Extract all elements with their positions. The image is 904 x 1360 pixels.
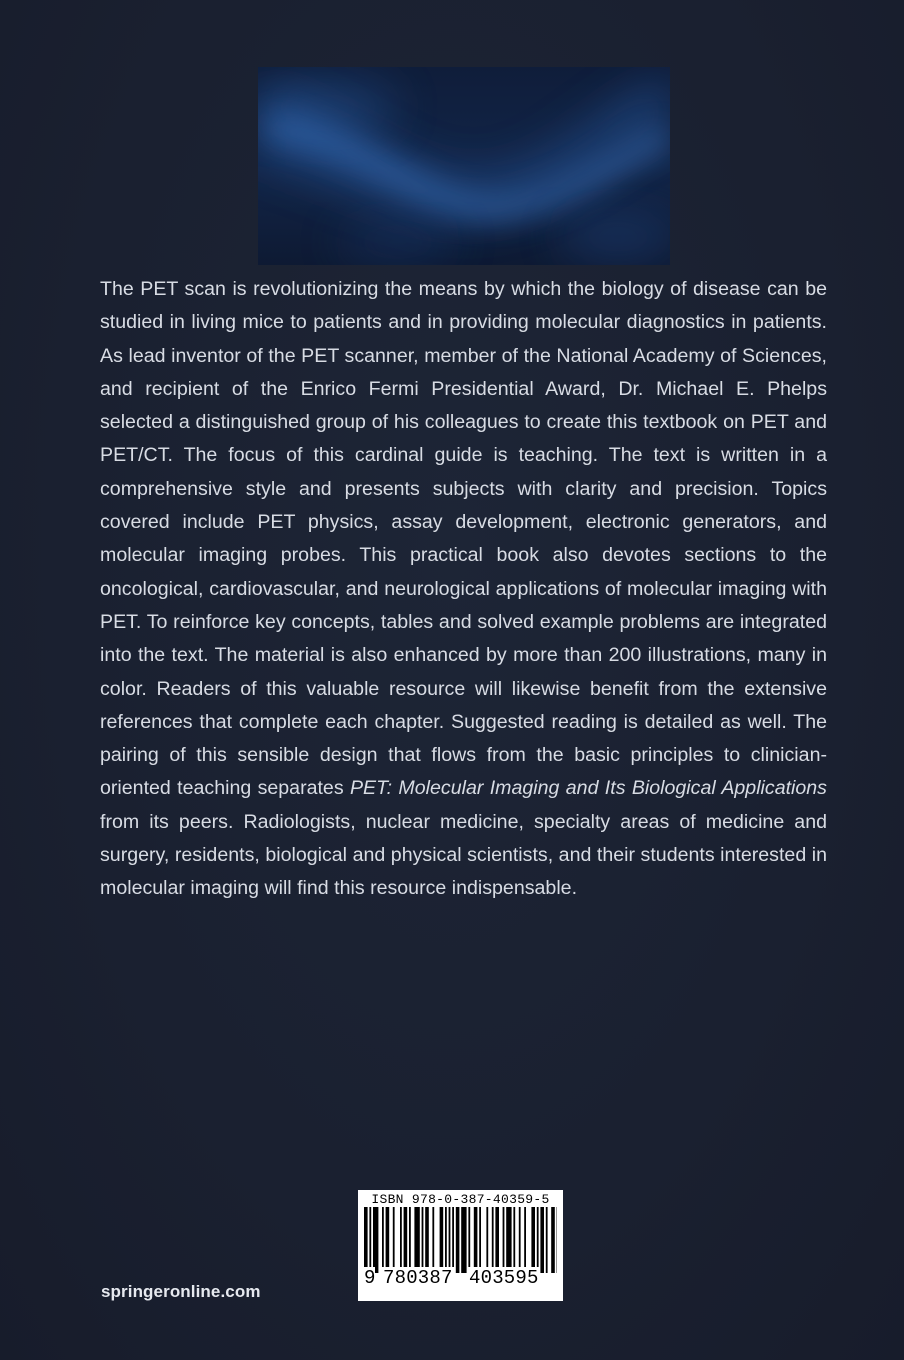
barcode-bar [495,1207,499,1273]
barcode-bar [546,1207,548,1273]
barcode-bar [503,1207,505,1273]
barcode-bar [449,1207,451,1273]
barcode-bar [425,1207,429,1273]
ean-right-group: 403595 [469,1267,539,1289]
barcode-bar [486,1207,488,1273]
barcode-bar [404,1207,408,1273]
cover-image [258,67,670,265]
barcode-bar [479,1207,481,1273]
ean-left-group: 780387 [383,1267,453,1289]
barcode-bar [445,1207,447,1273]
description-text-start: The PET scan is revolutionizing the means by which the biology of disease can be studied in living mice to patients and in providing molecular diagnostics in patients. As lead inventor of the PET scanner, member of the National Academy of Sciences, and recipient of the Enrico Fermi Presidential Award, Dr. Michael E. Phelps selected a distinguished group of his colleagues to create this textbook on PET and PET/CT. The focus of this cardinal guide is teaching. The text is written in a comprehensive style and presents subjects with clarity and precision. Topics covered include PET physics, assay development, electronic generators, and molecular imaging probes. This practical book also devotes sections to the oncological, cardiovascular, and neurological applications of molecular imaging with PET. To reinforce key concepts, tables and solved example problems are integrated into the text. The material is also enhanced by more than 200 illustrations, many in color. Readers of this valuable resource will likewise benefit from the extensive references that complete each chapter. Suggested reading is detailed as well. The pairing of this sensible design that flows from the basic principles to clinician-oriented teaching separates [100,278,827,800]
barcode-bar [551,1207,555,1273]
barcode-bar [432,1207,434,1273]
barcode-bar [519,1207,521,1273]
barcode-bar [400,1207,402,1273]
barcode-bar [386,1207,390,1273]
barcode-bar [492,1207,494,1273]
barcode-bar [474,1207,478,1273]
book-title-italic: PET: Molecular Imaging and Its Biological Applications [349,777,827,800]
barcode-bar [409,1207,411,1273]
barcode-bar [524,1207,526,1273]
barcode-bar [393,1207,395,1273]
barcode-bar [537,1207,539,1273]
barcode-bar [373,1207,378,1273]
barcode-bar [452,1207,454,1273]
barcode-bar [461,1207,466,1273]
barcode-bar [369,1207,371,1273]
barcode-bar [506,1207,511,1273]
barcode-bar [440,1207,444,1273]
isbn-label: ISBN 978-0-387-40359-5 [371,1192,550,1207]
barcode-bar [422,1207,424,1273]
barcode-bar [468,1207,470,1273]
blue-light-graphic [258,67,670,265]
isbn-barcode [358,1190,563,1301]
barcode-bar [382,1207,384,1273]
barcode-bar [414,1207,419,1273]
barcode-bars [364,1207,557,1273]
publisher-url: springeronline.com [101,1282,261,1301]
barcode-bar [531,1207,535,1273]
ean-first-digit: 9 [364,1267,376,1289]
book-description [100,273,827,906]
barcode-bar [456,1207,460,1273]
description-text-end: from its peers. Radiologists, nuclear medicine, specialty areas of medicine and surgery, residents, biological and physical scientists, and their students interested in molecular imaging will find this resource indispensable. [100,810,827,900]
barcode-bar [540,1207,544,1273]
barcode-bar [513,1207,515,1273]
barcode-bar [364,1207,368,1273]
